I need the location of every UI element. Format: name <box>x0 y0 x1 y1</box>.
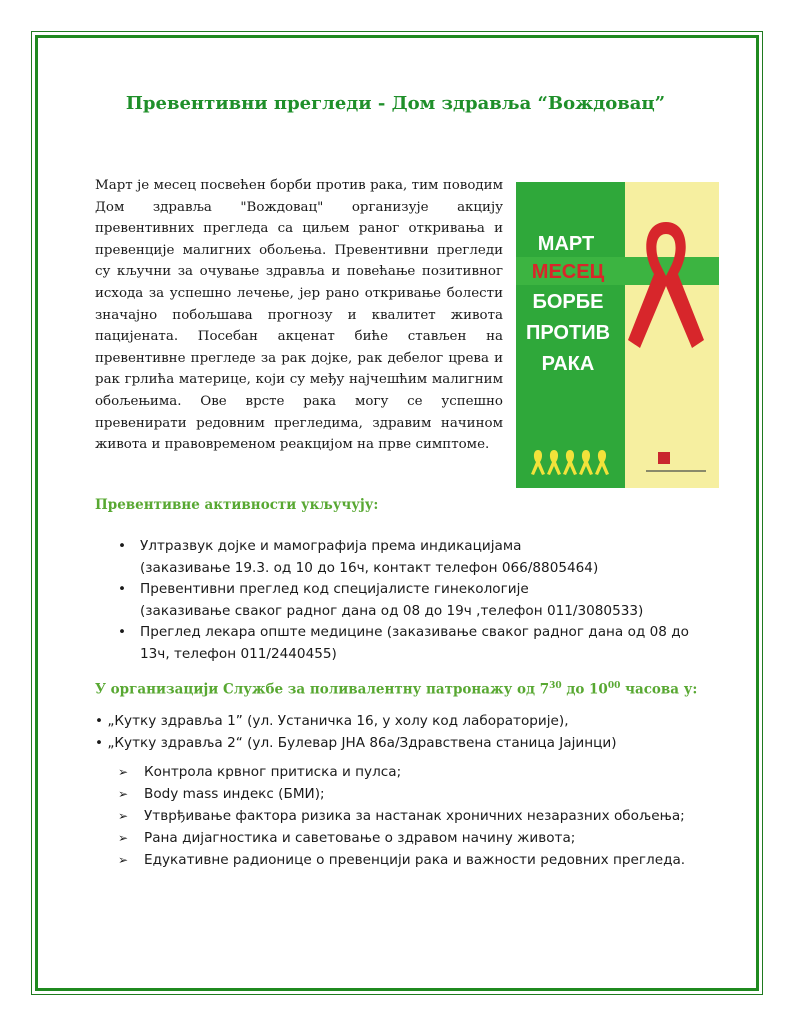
list-item: • „Кутку здравља 1” (ул. Устаничка 16, у холу код лабораторије), <box>95 713 569 729</box>
bullet-icon: • <box>118 624 127 640</box>
activity-line2: (заказивање сваког радног дана од 08 до 19ч ,телефон 011/3080533) <box>140 602 644 619</box>
locations-list <box>95 710 617 754</box>
list-item <box>118 805 685 827</box>
intro-paragraph: Март је месец посвећен борби против рака, тим поводим Дом здравља "Вождовац" организује акцију превентивних прегледа са циљем раног откривања и превенције малигних обољења. Превентивни прегледи су кључни за очување здравља и повећање позитивног исхода за успешно лечење, јер рано откривање болести значајно побољшава прогнозу и квалитет живота пацијената. Посебан акценат биће стављен на превентивне прегледе за рак дојке, рак дебелог црева и рак грлића материце, који су међу најчешћим малигним обољењима. Ове врсте рака могу се успешно превенирати редовним прегледима, здравим начином живота и правовременом реакцијом на прве симптоме. <box>95 178 503 453</box>
patronage-heading-text: часова у: <box>620 681 698 698</box>
poster-line5: РАКА <box>541 353 595 375</box>
services-list <box>118 761 685 871</box>
patronage-heading-text: до 10 <box>561 681 608 698</box>
activity-line1: Преглед лекара опште медицине (заказивање сваког радног дана од 08 до <box>140 624 689 640</box>
activity-line2: 13ч, телефон 011/2440455) <box>140 645 337 662</box>
activity-line2: (заказивање 19.3. од 10 до 16ч, контакт телефон 066/8805464) <box>140 559 599 576</box>
service-text: Контрола крвног притиска и пулса; <box>144 764 402 780</box>
arrow-bullet-icon: ➢ <box>118 787 129 801</box>
patronage-heading-text: У организацији Службе за поливалентну патронажу од 7 <box>95 681 550 698</box>
arrow-bullet-icon: ➢ <box>118 831 129 845</box>
time-superscript: 30 <box>549 681 562 691</box>
institution-logo <box>658 452 670 464</box>
arrow-bullet-icon: ➢ <box>118 853 129 867</box>
campaign-poster <box>516 182 719 488</box>
list-item <box>118 579 708 622</box>
list-item <box>118 622 708 665</box>
bullet-icon: • <box>118 581 127 597</box>
list-item <box>118 536 708 579</box>
activity-line1: Ултразвук дојке и мамографија према индикацијама <box>140 538 522 554</box>
poster-line2: МЕСЕЦ <box>531 261 605 283</box>
activities-list <box>118 536 708 665</box>
poster-line4: ПРОТИВ <box>525 322 611 344</box>
service-text: Body mass индекс (БМИ); <box>144 786 325 802</box>
list-item <box>118 783 685 805</box>
poster-line1: МАРТ <box>537 233 595 255</box>
list-item <box>118 761 685 783</box>
activities-heading: Превентивне активности укључују: <box>95 497 379 513</box>
poster-line3: БОРБЕ <box>532 291 604 313</box>
arrow-bullet-icon: ➢ <box>118 765 129 779</box>
service-text: Утврђивање фактора ризика за настанак хроничних незаразних обољења; <box>144 808 685 824</box>
service-text: Едукативне радионице о превенцији рака и важности редовних прегледа. <box>144 852 686 868</box>
institution-caption-line <box>646 470 706 472</box>
patronage-heading <box>95 681 697 698</box>
page-title: Превентивни прегледи - Дом здравља “Вождовац” <box>125 93 666 114</box>
service-text: Рана дијагностика и саветовање о здравом начину живота; <box>144 830 576 846</box>
list-item <box>118 849 685 871</box>
list-item: • „Кутку здравља 2“ (ул. Булевар ЈНА 86а/Здравствена станица Јајинци) <box>95 735 617 751</box>
activity-line1: Превентивни преглед код специјалисте гинекологије <box>140 581 529 597</box>
list-item <box>118 827 685 849</box>
time-superscript: 00 <box>607 681 621 691</box>
arrow-bullet-icon: ➢ <box>118 809 129 823</box>
bullet-icon: • <box>118 538 127 554</box>
